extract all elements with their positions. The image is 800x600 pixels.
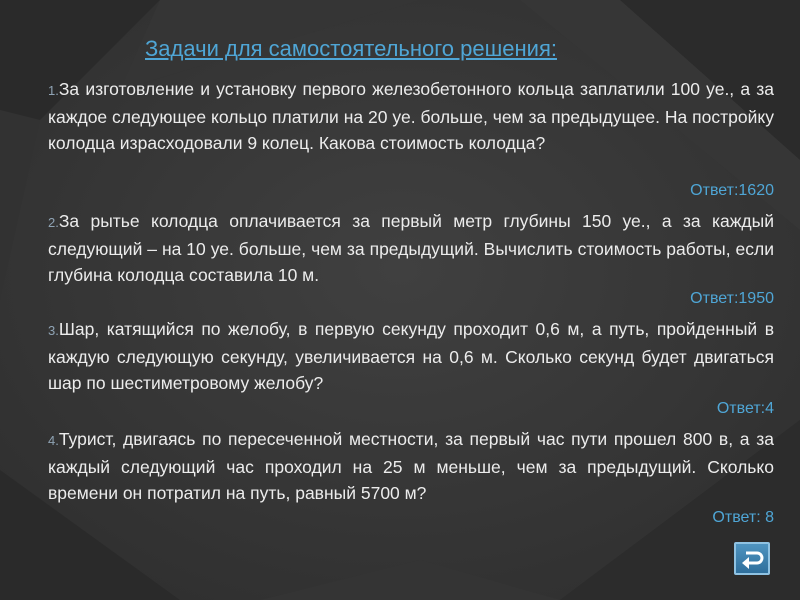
problem-text: Шар, катящийся по желобу, в первую секунду проходит 0,6 м, а путь, пройденный в каждую следующую секунду, увеличивается на 0,6 м. Сколько секунд будет двигаться шар по шестиметровому желобу? <box>48 319 774 393</box>
problem-4 <box>48 426 774 506</box>
answer-3: Ответ:4 <box>716 400 774 417</box>
problem-1 <box>48 76 774 156</box>
return-arrow-icon <box>740 548 764 570</box>
problem-text: За изготовление и установку первого железобетонного кольца заплатили 100 уе., а за каждое следующее кольцо платили на 20 уе. больше, чем за предыдущее. На постройку колодца израсходовали 9 колец. Какова стоимость колодца? <box>48 79 774 153</box>
answer-1: Ответ:1620 <box>690 182 774 199</box>
back-button[interactable] <box>734 542 770 575</box>
problem-text: Турист, двигаясь по пересеченной местности, за первый час пути прошел 800 в, а за каждый следующий час проходил на 25 м меньше, чем за предыдущий. Сколько времени он потратил на путь, равный 5700 м? <box>48 429 774 503</box>
problem-2 <box>48 208 774 288</box>
problem-number: 2. <box>48 215 59 230</box>
problem-number: 1. <box>48 83 59 98</box>
slide-title: Задачи для самостоятельного решения: <box>145 36 557 61</box>
problem-number: 3. <box>48 323 59 338</box>
answer-4: Ответ: 8 <box>712 509 774 526</box>
problem-3 <box>48 316 774 396</box>
problem-text: За рытье колодца оплачивается за первый метр глубины 150 уе., а за каждый следующий – на 10 уе. больше, чем за предыдущий. Вычислить стоимость работы, если глубина колодца составила 10 м. <box>48 211 774 285</box>
problem-number: 4. <box>48 433 59 448</box>
answer-2: Ответ:1950 <box>690 290 774 307</box>
